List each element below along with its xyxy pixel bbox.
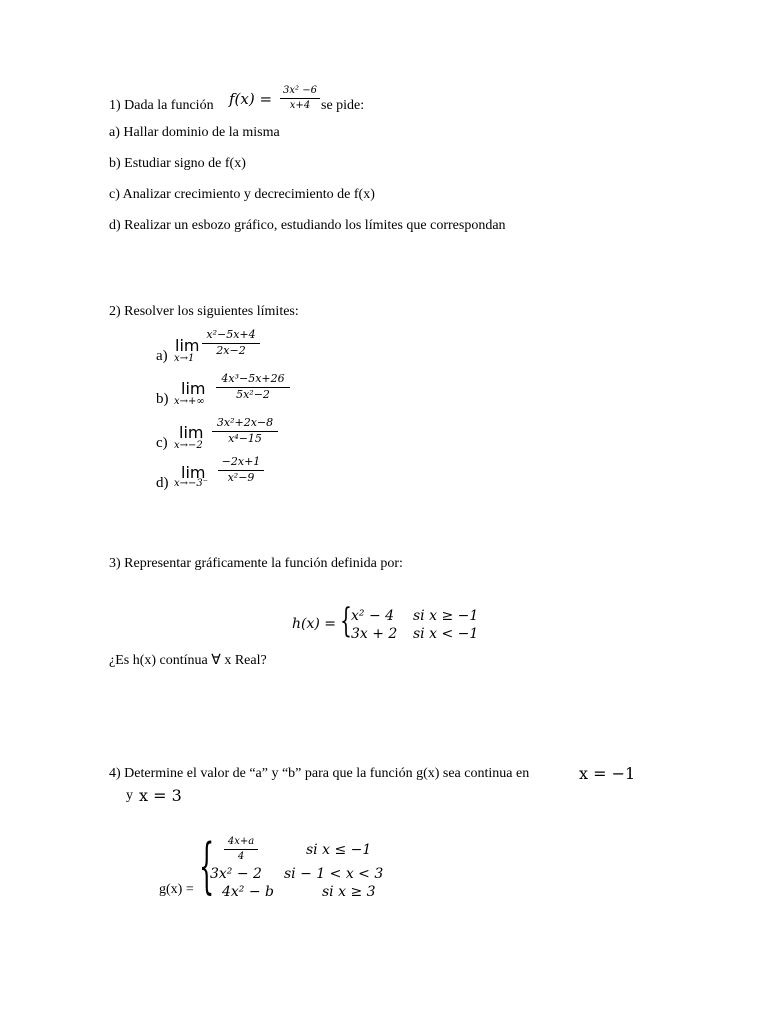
q2-d-sub: x→−3⁻ [174, 478, 209, 489]
q3-case2-expr: 3x + 2 [351, 626, 398, 642]
q2-d-numerator: −2x+1 [221, 455, 261, 468]
q4-case1-cond: si x ≤ −1 [306, 842, 372, 858]
q3-question: ¿Es h(x) contínua ∀ x Real? [109, 653, 267, 668]
q2-b-lim: lim [181, 379, 206, 398]
q2-c-label: c) [156, 435, 168, 451]
q4-gx-label: g(x) = [159, 882, 194, 897]
q2-b-numerator: 4x³−5x+26 [221, 372, 285, 385]
q1-item-a: a) Hallar dominio de la misma [109, 125, 280, 140]
q2-title: 2) Resolver los siguientes límites: [109, 304, 299, 319]
q3-case1-cond: si x ≥ −1 [413, 608, 479, 624]
q3-hx-label: h(x) = [292, 616, 337, 632]
q2-a-denominator: 2x−2 [216, 343, 246, 357]
q1-fx-label: f(x) = [229, 90, 273, 108]
q1-fraction [280, 85, 320, 111]
q2-b-denominator: 5x²−2 [236, 387, 270, 401]
q2-c-numerator: 3x²+2x−8 [216, 416, 274, 429]
q3-case1-expr: x² − 4 [351, 608, 395, 624]
q2-b-sub: x→+∞ [174, 396, 205, 407]
q1-numerator: 3x² −6 [283, 85, 317, 96]
q4-line1-math: x = −1 [579, 764, 636, 783]
q4-case1-numerator: 4x+a [227, 836, 255, 847]
q3-case2-cond: si x < −1 [413, 626, 479, 642]
q2-a-lim: lim [175, 336, 200, 355]
fraction-bar [224, 849, 258, 850]
q2-a-fraction [202, 329, 260, 357]
q4-line2-math: x = 3 [139, 786, 182, 805]
q3-title: 3) Representar gráficamente la función definida por: [109, 556, 403, 571]
fraction-bar [280, 98, 320, 99]
q2-c-lim: lim [179, 423, 204, 442]
left-brace-icon: { [199, 831, 215, 901]
q4-case3-cond: si x ≥ 3 [322, 884, 376, 900]
q2-d-fraction [218, 456, 264, 484]
q2-a-sub: x→1 [174, 353, 195, 364]
q1-item-b: b) Estudiar signo de f(x) [109, 156, 246, 171]
q1-tail: se pide: [321, 98, 365, 113]
q4-case1-denominator: 4 [237, 850, 245, 862]
q4-case3-expr: 4x² − b [222, 884, 275, 900]
q4-line1: 4) Determine el valor de “a” y “b” para que la función g(x) sea continua en [109, 766, 530, 781]
q2-d-lim: lim [181, 463, 206, 482]
q2-a-numerator: x²−5x+4 [206, 328, 256, 341]
q2-a-label: a) [156, 348, 168, 364]
q2-b-label: b) [156, 391, 169, 407]
q2-b-fraction [216, 373, 290, 401]
left-brace-icon: { [340, 601, 352, 641]
q2-d-denominator: x²−9 [227, 470, 255, 484]
q4-case1-fraction [224, 836, 258, 862]
q4-line2-prefix: y [126, 788, 133, 803]
q2-c-fraction [212, 417, 278, 445]
q1-denominator: x+4 [289, 99, 311, 111]
q4-case2-expr: 3x² − 2 [210, 866, 262, 882]
q1-item-d: d) Realizar un esbozo gráfico, estudiando los límites que correspondan [109, 218, 506, 233]
q2-c-sub: x→−2 [174, 440, 203, 451]
q1-intro: 1) Dada la función [109, 98, 214, 113]
q4-case2-cond: si − 1 < x < 3 [284, 866, 384, 882]
q2-d-label: d) [156, 475, 169, 491]
q1-item-c: c) Analizar crecimiento y decrecimiento de f(x) [109, 187, 375, 202]
q2-c-denominator: x⁴−15 [228, 431, 262, 445]
